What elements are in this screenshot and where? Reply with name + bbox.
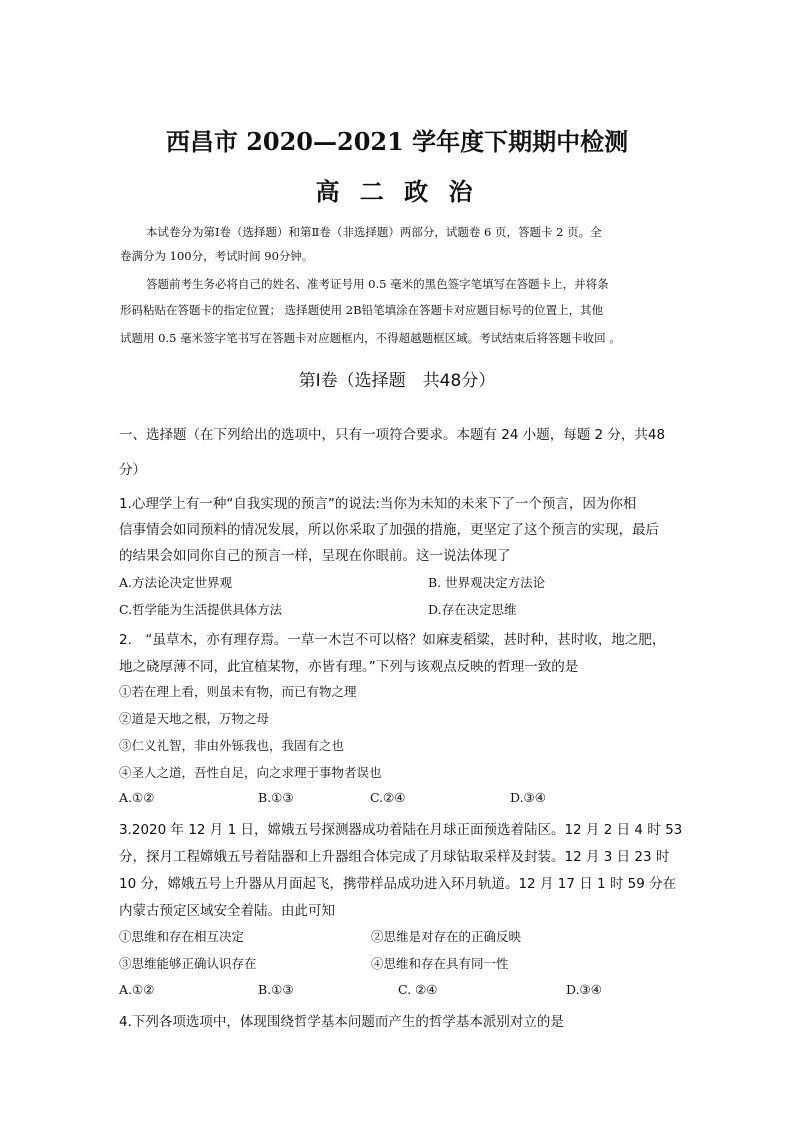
question-text: 1.心理学上有一种“自我实现的预言”的说法:当你为未知的未来下了一个预言，因为你相: [119, 496, 637, 512]
statement-1: ①思维和存在相互决定: [119, 929, 245, 944]
statement-3: ③思维能够正确认识存在: [119, 956, 257, 971]
statement-2: ②思维是对存在的正确反映: [371, 929, 522, 944]
instruction-line: 答题前考生务必将自己的姓名、准考证号用 0.5 毫米的黑色签字笔填写在答题卡上，并将条: [146, 277, 609, 291]
option-b: B.①③: [258, 982, 294, 997]
subject-title: 高 二 政 治: [315, 177, 479, 206]
question-text: 内蒙古预定区域安全着陆。由此可知: [119, 903, 335, 919]
question-text: 分，探月工程嫦娥五号着陆器和上升器组合体完成了月球钻取采样及封装。12 月 3 日 23 时: [119, 849, 670, 865]
question-text: 10 分，嫦娥五号上升器从月面起飞，携带样品成功进入环月轨道。12 月 17 日 1 时 59 分在: [119, 876, 677, 892]
section-heading: 一、选择题（在下列给出的选项中，只有一项符合要求。本题有 24 小题，每题 2 分，共48: [119, 427, 666, 443]
question-text: 的结果会如同你自己的预言一样，呈现在你眼前。这一说法体现了: [119, 548, 511, 564]
instruction-line: 形码粘贴在答题卡的指定位置； 选择题使用 2B铅笔填涂在答题卡对应题目标号的位置上，其他: [120, 303, 604, 317]
instruction-line: 本试卷分为第Ⅰ卷（选择题）和第Ⅱ卷（非选择题）两部分，试题卷 6 页，答题卡 2 页。全: [146, 225, 602, 239]
option-a: A.方法论决定世界观: [119, 575, 233, 590]
option-d: D.③④: [566, 982, 602, 997]
question-text: 信事情会如同预料的情况发展，所以你采取了加强的措施，更坚定了这个预言的实现，最后: [119, 522, 659, 538]
statement-3: ③仁义礼智，非由外铄我也，我固有之也: [119, 738, 345, 753]
option-a: A.①②: [119, 982, 155, 997]
statement-4: ④圣人之道，吾性自足，向之求理于事物者误也: [119, 765, 382, 780]
section-title: 第Ⅰ卷（选择题 共48分）: [298, 371, 496, 391]
question-text: 地之硗厚薄不同，此宜植某物，亦皆有理。”下列与该观点反映的哲理一致的是: [119, 659, 579, 675]
option-d: D.存在决定思维: [428, 602, 517, 617]
option-b: B. 世界观决定方法论: [428, 575, 546, 590]
instruction-line: 试题用 0.5 毫米签字笔书写在答题卡对应题框内，不得超越题框区域。考试结束后将答题卡收回 。: [120, 331, 621, 345]
option-b: B.①③: [258, 790, 294, 805]
option-c: C.②④: [370, 790, 406, 805]
question-text: 2. “虽草木，亦有理存焉。一草一木岂不可以格？如麻麦稻粱，甚时种，甚时收，地之肥，: [119, 632, 666, 648]
option-d: D.③④: [510, 790, 546, 805]
section-heading-cont: 分）: [119, 462, 146, 478]
statement-1: ①若在理上看，则虽未有物，而已有物之理: [119, 684, 357, 699]
statement-4: ④思维和存在具有同一性: [371, 956, 509, 971]
question-text: 3.2020 年 12 月 1 日，嫦娥五号探测器成功着陆在月球正面预选着陆区。12 月 2 日 4 时 53: [119, 822, 683, 838]
statement-2: ②道是天地之根，万物之母: [119, 711, 270, 726]
option-c: C.哲学能为生活提供具体方法: [119, 602, 283, 617]
question-text: 4.下列各项选项中，体现围绕哲学基本问题而产生的哲学基本派别对立的是: [119, 1014, 564, 1030]
option-c: C. ②④: [398, 982, 438, 997]
exam-title: 西昌市 2020—2021 学年度下期期中检测: [165, 127, 629, 156]
instruction-line: 卷满分为 100分，考试时间 90分钟。: [120, 249, 314, 263]
option-a: A.①②: [119, 790, 155, 805]
